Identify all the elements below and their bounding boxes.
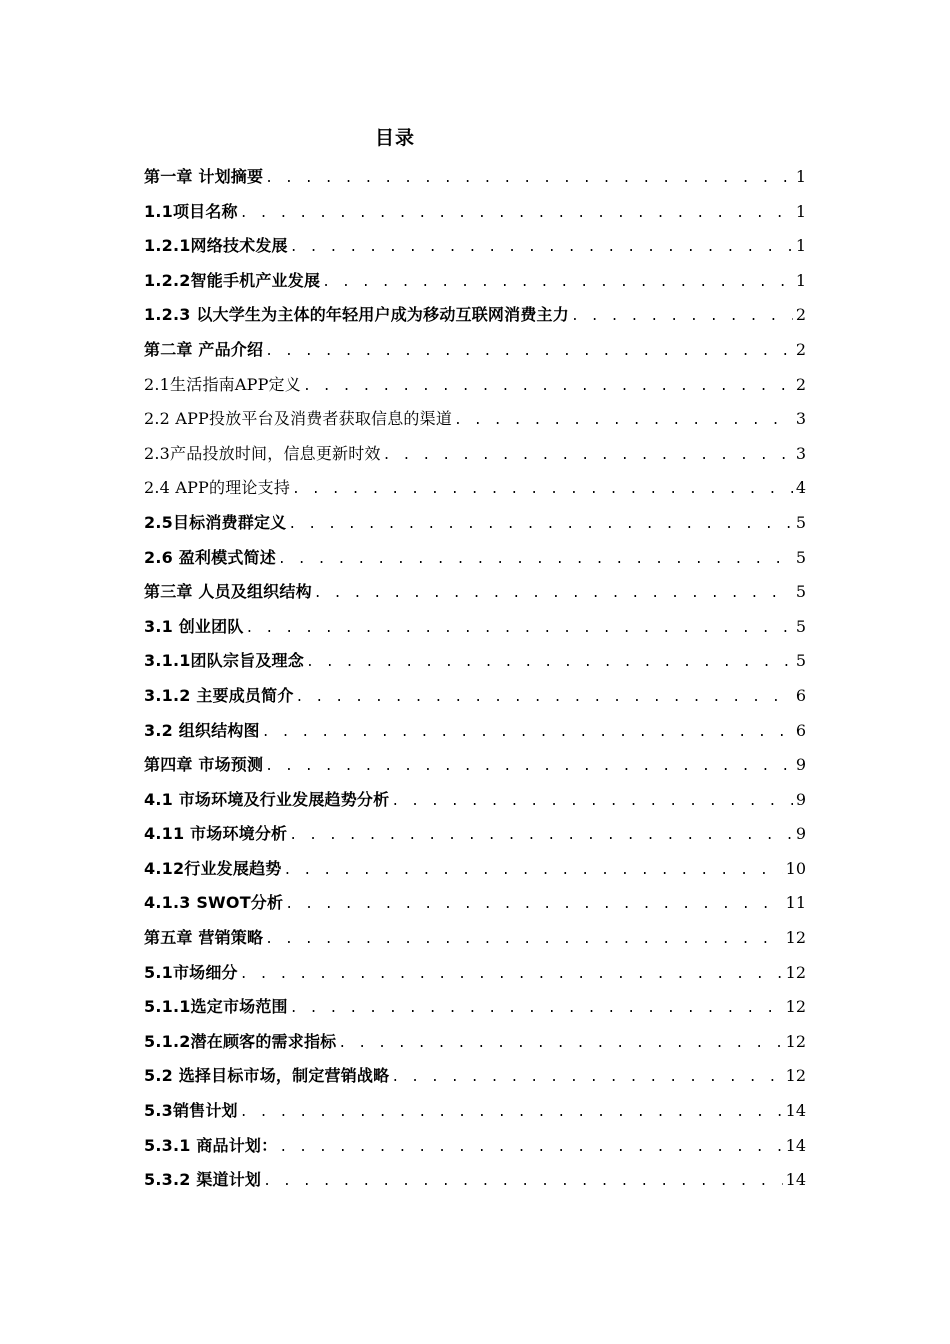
toc-entry-label[interactable]: 4.11 市场环境分析 bbox=[144, 824, 288, 844]
toc-entry-page-number[interactable]: 2 bbox=[795, 374, 806, 394]
toc-entry[interactable] bbox=[144, 1025, 806, 1060]
toc-entry-label[interactable]: 2.2 APP投放平台及消费者获取信息的渠道 bbox=[144, 409, 453, 429]
toc-entry[interactable] bbox=[144, 644, 806, 679]
toc-entry-page-number[interactable]: 6 bbox=[795, 720, 806, 740]
toc-entry-label[interactable]: 2.6 盈利模式简述 bbox=[144, 547, 276, 567]
toc-entry[interactable] bbox=[144, 921, 806, 956]
toc-entry-page-number[interactable]: 9 bbox=[795, 789, 806, 809]
toc-entry-page-number[interactable]: 12 bbox=[785, 1066, 806, 1086]
toc-dot-leader bbox=[285, 888, 782, 921]
toc-dot-leader bbox=[262, 716, 793, 749]
toc-entry-label[interactable]: 3.1.1团队宗旨及理念 bbox=[144, 651, 304, 671]
toc-entry-label[interactable]: 第三章 人员及组织结构 bbox=[144, 582, 312, 602]
toc-entry[interactable] bbox=[144, 817, 806, 852]
toc-dot-leader bbox=[278, 543, 793, 576]
toc-entry[interactable] bbox=[144, 402, 806, 437]
toc-entry-page-number[interactable]: 5 bbox=[795, 512, 806, 532]
toc-entry-label[interactable]: 第四章 市场预测 bbox=[144, 755, 264, 775]
toc-entry-page-number[interactable]: 14 bbox=[785, 1101, 806, 1121]
toc-dot-leader bbox=[571, 300, 793, 333]
toc-entry-label[interactable]: 3.2 组织结构图 bbox=[144, 720, 260, 740]
toc-entry[interactable] bbox=[144, 1163, 806, 1198]
toc-entry[interactable] bbox=[144, 610, 806, 645]
toc-dot-leader bbox=[391, 785, 792, 818]
toc-entry[interactable] bbox=[144, 298, 806, 333]
toc-entry[interactable] bbox=[144, 956, 806, 991]
toc-entry[interactable] bbox=[144, 886, 806, 921]
toc-dot-leader bbox=[283, 854, 782, 887]
toc-entry-page-number[interactable]: 14 bbox=[785, 1170, 806, 1190]
toc-entry-label[interactable]: 1.2.2智能手机产业发展 bbox=[144, 270, 321, 290]
toc-dot-leader bbox=[240, 958, 783, 991]
toc-dot-leader bbox=[296, 681, 793, 714]
toc-dot-leader bbox=[265, 923, 782, 956]
toc-entry-page-number[interactable]: 1 bbox=[795, 270, 806, 290]
toc-entry-page-number[interactable]: 12 bbox=[785, 928, 806, 948]
toc-entry[interactable] bbox=[144, 368, 806, 403]
toc-entry-label[interactable]: 5.3销售计划 bbox=[144, 1101, 238, 1121]
toc-entry[interactable] bbox=[144, 229, 806, 264]
toc-dot-leader bbox=[240, 197, 793, 230]
toc-entry-label[interactable]: 4.12行业发展趋势 bbox=[144, 858, 282, 878]
toc-entry-label[interactable]: 4.1 市场环境及行业发展趋势分析 bbox=[144, 789, 390, 809]
toc-entry[interactable] bbox=[144, 195, 806, 230]
toc-entry-label[interactable]: 1.2.3 以大学生为主体的年轻用户成为移动互联网消费主力 bbox=[144, 305, 569, 325]
toc-dot-leader bbox=[338, 1027, 782, 1060]
toc-entry-page-number[interactable]: 1 bbox=[795, 201, 806, 221]
toc-entry[interactable] bbox=[144, 541, 806, 576]
toc-entry[interactable] bbox=[144, 575, 806, 610]
toc-entry-page-number[interactable]: 9 bbox=[795, 755, 806, 775]
toc-dot-leader bbox=[246, 612, 793, 645]
toc-entry[interactable] bbox=[144, 1059, 806, 1094]
toc-entry-page-number[interactable]: 1 bbox=[795, 167, 806, 186]
toc-entry-label[interactable]: 5.3.1 商品计划： bbox=[144, 1135, 278, 1155]
toc-entry-label[interactable]: 2.3产品投放时间，信息更新时效 bbox=[144, 443, 381, 463]
toc-entry[interactable] bbox=[144, 471, 806, 506]
toc-entry-label[interactable]: 3.1.2 主要成员简介 bbox=[144, 685, 294, 705]
toc-entry[interactable] bbox=[144, 748, 806, 783]
toc-dot-leader bbox=[306, 646, 793, 679]
toc-entry-page-number[interactable]: 3 bbox=[795, 443, 806, 463]
toc-dot-leader bbox=[265, 162, 793, 195]
toc-entry-label[interactable]: 4.1.3 SWOT分析 bbox=[144, 893, 284, 913]
toc-entry[interactable] bbox=[144, 506, 806, 541]
toc-entry-label[interactable]: 第一章 计划摘要 bbox=[144, 167, 264, 186]
toc-entry-page-number[interactable]: 6 bbox=[795, 685, 806, 705]
toc-entry-page-number[interactable]: 2 bbox=[795, 305, 806, 325]
toc-entry-label[interactable]: 2.4 APP的理论支持 bbox=[144, 478, 291, 498]
toc-entry[interactable] bbox=[144, 264, 806, 299]
toc-entry-page-number[interactable]: 3 bbox=[795, 409, 806, 429]
toc-entry-page-number[interactable]: 1 bbox=[795, 236, 806, 256]
toc-entry-label[interactable]: 1.2.1网络技术发展 bbox=[144, 236, 288, 256]
toc-entry-label[interactable]: 1.1项目名称 bbox=[144, 201, 238, 221]
toc-dot-leader bbox=[290, 231, 793, 264]
toc-entry-label[interactable]: 5.2 选择目标市场，制定营销战略 bbox=[144, 1066, 390, 1086]
toc-entry-page-number[interactable]: 5 bbox=[795, 616, 806, 636]
toc-dot-leader bbox=[265, 335, 793, 368]
toc-entry[interactable] bbox=[144, 437, 806, 472]
toc-entry-page-number[interactable]: 5 bbox=[795, 582, 806, 602]
toc-entry-page-number[interactable]: 9 bbox=[795, 824, 806, 844]
toc-entry[interactable] bbox=[144, 160, 806, 195]
toc-dot-leader bbox=[383, 439, 793, 472]
toc-entry-page-number[interactable]: 5 bbox=[795, 651, 806, 671]
toc-entry-label[interactable]: 第二章 产品介绍 bbox=[144, 339, 264, 359]
toc-dot-leader bbox=[265, 750, 793, 783]
toc-entry[interactable] bbox=[144, 333, 806, 368]
toc-list bbox=[144, 160, 806, 1198]
toc-entry-label[interactable]: 2.1生活指南APP定义 bbox=[144, 374, 301, 394]
toc-dot-leader bbox=[454, 404, 793, 437]
toc-dot-leader bbox=[263, 1165, 783, 1198]
toc-entry-page-number[interactable]: 10 bbox=[785, 858, 806, 878]
toc-entry-label[interactable]: 第五章 营销策略 bbox=[144, 928, 264, 948]
toc-entry[interactable] bbox=[144, 1094, 806, 1129]
toc-entry-label[interactable]: 3.1 创业团队 bbox=[144, 616, 244, 636]
toc-entry-label[interactable]: 5.1.1选定市场范围 bbox=[144, 997, 288, 1017]
toc-entry[interactable] bbox=[144, 714, 806, 749]
toc-dot-leader bbox=[279, 1131, 782, 1164]
toc-dot-leader bbox=[303, 370, 793, 403]
toc-entry[interactable] bbox=[144, 679, 806, 714]
toc-dot-leader bbox=[391, 1061, 782, 1094]
toc-entry-page-number[interactable]: 12 bbox=[785, 997, 806, 1017]
toc-entry-label[interactable]: 5.1市场细分 bbox=[144, 962, 238, 982]
toc-dot-leader bbox=[314, 577, 793, 610]
toc-title: 目录 bbox=[374, 127, 415, 149]
toc-entry-page-number[interactable]: 2 bbox=[795, 339, 806, 359]
toc-dot-leader bbox=[289, 819, 793, 852]
toc-entry[interactable] bbox=[144, 1129, 806, 1164]
toc-entry-page-number[interactable]: 12 bbox=[785, 1031, 806, 1051]
toc-entry-page-number[interactable]: 5 bbox=[795, 547, 806, 567]
toc-dot-leader bbox=[288, 508, 792, 541]
toc-entry-page-number[interactable]: 4 bbox=[795, 478, 806, 498]
toc-entry-page-number[interactable]: 11 bbox=[785, 893, 806, 913]
toc-entry[interactable] bbox=[144, 852, 806, 887]
toc-entry-page-number[interactable]: 14 bbox=[785, 1135, 806, 1155]
toc-entry-label[interactable]: 5.1.2潜在顾客的需求指标 bbox=[144, 1031, 337, 1051]
toc-entry-label[interactable]: 2.5目标消费群定义 bbox=[144, 512, 287, 532]
toc-dot-leader bbox=[322, 266, 793, 299]
toc-entry[interactable] bbox=[144, 783, 806, 818]
toc-dot-leader bbox=[292, 473, 793, 506]
toc-entry[interactable] bbox=[144, 990, 806, 1025]
toc-dot-leader bbox=[240, 1096, 783, 1129]
toc-entry-page-number[interactable]: 12 bbox=[785, 962, 806, 982]
toc-entry-label[interactable]: 5.3.2 渠道计划 bbox=[144, 1170, 262, 1190]
toc-dot-leader bbox=[290, 992, 783, 1025]
